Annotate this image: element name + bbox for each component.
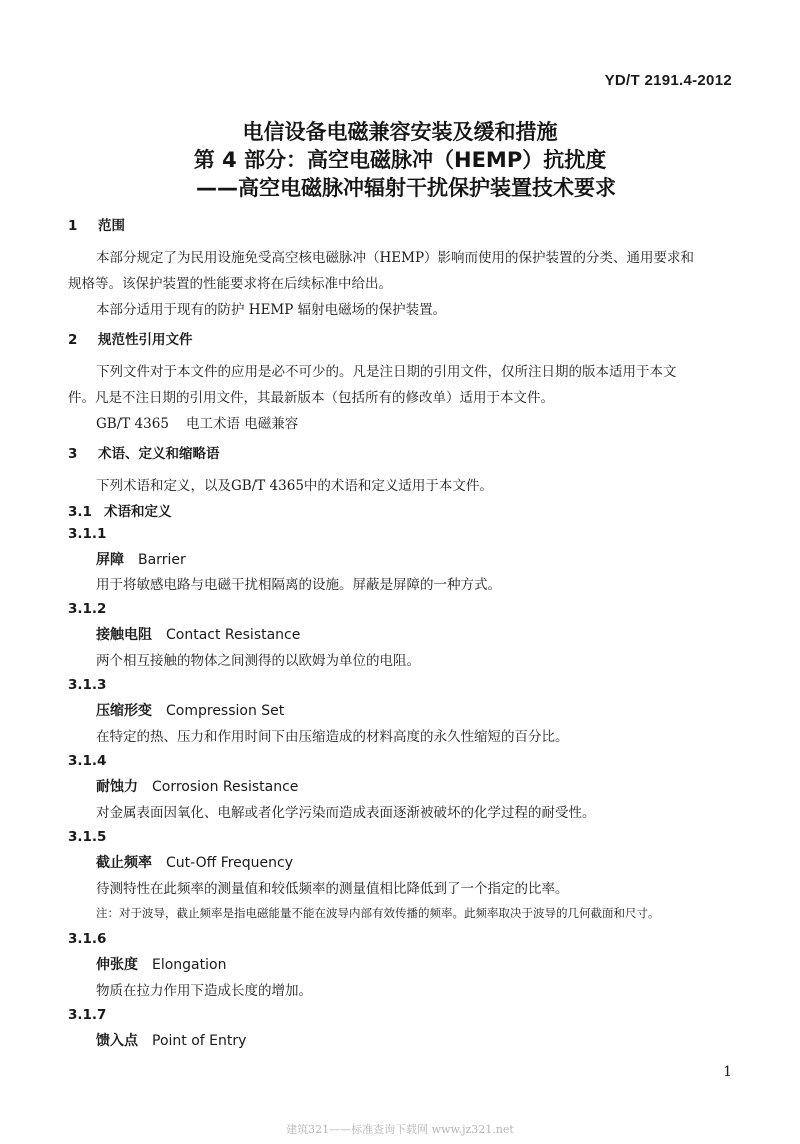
section-number: 3 xyxy=(68,446,78,462)
section-3-heading xyxy=(68,442,220,462)
term-en: Barrier xyxy=(138,552,186,568)
term-definition: 物质在拉力作用下造成长度的增加。 xyxy=(96,983,312,999)
term-zh: 馈入点 xyxy=(96,1033,138,1049)
term-en: Compression Set xyxy=(166,703,285,719)
section-title: 术语、定义和缩略语 xyxy=(98,446,220,462)
term-zh: 耐蚀力 xyxy=(96,779,138,795)
term-definition: 对金属表面因氧化、电解或者化学污染而造成表面逐渐被破坏的化学过程的耐受性。 xyxy=(96,805,596,821)
term-number: 3.1.1 xyxy=(68,526,107,542)
term-definition: 两个相互接触的物体之间测得的以欧姆为单位的电阻。 xyxy=(96,653,420,669)
section-title: 规范性引用文件 xyxy=(98,332,193,348)
section-number: 1 xyxy=(68,218,78,234)
term-definition: 用于将敏感电路与电磁干扰相隔离的设施。屏蔽是屏障的一种方式。 xyxy=(96,577,501,593)
term-number: 3.1.5 xyxy=(68,829,107,845)
section-number: 2 xyxy=(68,332,78,348)
term-number: 3.1.2 xyxy=(68,601,107,617)
term-note: 注：对于波导，截止频率是指电磁能量不能在波导内部有效传播的频率。此频率取决于波导的几何截面和尺寸。 xyxy=(96,906,660,920)
title-line-3: ——高空电磁脉冲辐射干扰保护装置技术要求 xyxy=(196,176,616,200)
section-1-paragraph-2: 本部分适用于现有的防护 HEMP 辐射电磁场的保护装置。 xyxy=(96,302,447,318)
term-heading xyxy=(96,1030,246,1050)
section-1-paragraph-1: 本部分规定了为民用设施免受高空核电磁脉冲（HEMP）影响而使用的保护装置的分类、通用要求和 xyxy=(96,250,695,266)
term-heading xyxy=(96,852,293,872)
title-line-1: 电信设备电磁兼容安装及缓和措施 xyxy=(242,120,558,144)
term-definition: 在特定的热、压力和作用时间下由压缩造成的材料高度的永久性缩短的百分比。 xyxy=(96,729,569,745)
section-3-1-heading xyxy=(68,500,172,520)
term-zh: 伸张度 xyxy=(96,957,138,973)
term-number: 3.1.7 xyxy=(68,1007,107,1023)
term-en: Contact Resistance xyxy=(166,627,301,643)
term-heading xyxy=(96,700,284,720)
page-number: 1 xyxy=(723,1064,732,1080)
term-number: 3.1.4 xyxy=(68,753,107,769)
term-zh: 屏障 xyxy=(96,552,124,568)
standard-code: YD/T 2191.4-2012 xyxy=(604,72,732,89)
section-1-paragraph-1-cont: 规格等。该保护装置的性能要求将在后续标准中给出。 xyxy=(68,276,392,292)
term-en: Cut-Off Frequency xyxy=(166,855,294,871)
term-zh: 截止频率 xyxy=(96,855,152,871)
term-heading xyxy=(96,954,226,974)
term-en: Point of Entry xyxy=(152,1033,247,1049)
section-2-paragraph-1-cont: 件。凡是不注日期的引用文件，其最新版本（包括所有的修改单）适用于本文件。 xyxy=(68,390,554,406)
normative-reference xyxy=(96,412,298,432)
section-2-heading xyxy=(68,328,193,348)
term-number: 3.1.3 xyxy=(68,677,107,693)
reference-code: GB/T 4365 xyxy=(96,416,169,432)
term-number: 3.1.6 xyxy=(68,931,107,947)
title-line-2: 第 4 部分：高空电磁脉冲（HEMP）抗扰度 xyxy=(193,148,607,172)
term-en: Elongation xyxy=(152,957,227,973)
section-number: 3.1 xyxy=(68,504,92,520)
term-heading xyxy=(96,624,300,644)
watermark-text: 建筑321——标准查询下载网 www.jz321.net xyxy=(286,1123,514,1136)
term-zh: 接触电阻 xyxy=(96,627,152,643)
term-en: Corrosion Resistance xyxy=(152,779,299,795)
term-definition: 待测特性在此频率的测量值和较低频率的测量值相比降低到了一个指定的比率。 xyxy=(96,881,569,897)
term-heading xyxy=(96,776,298,796)
section-1-heading xyxy=(68,214,125,234)
reference-title: 电工术语 电磁兼容 xyxy=(186,416,299,432)
document-title xyxy=(0,118,800,202)
section-3-paragraph-1: 下列术语和定义，以及GB/T 4365中的术语和定义适用于本文件。 xyxy=(96,478,493,494)
term-heading xyxy=(96,549,186,569)
section-title: 范围 xyxy=(98,218,125,234)
section-2-paragraph-1: 下列文件对于本文件的应用是必不可少的。凡是注日期的引用文件，仅所注日期的版本适用于本文 xyxy=(96,364,677,380)
term-zh: 压缩形变 xyxy=(96,703,152,719)
section-title: 术语和定义 xyxy=(104,504,172,520)
